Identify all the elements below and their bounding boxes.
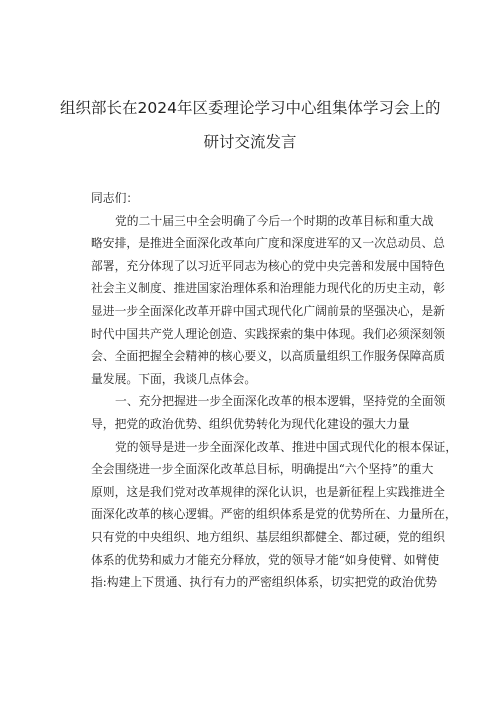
document-title-line-1: 组织部长在2024年区委理论学习中心组集体学习会上的 <box>60 99 441 117</box>
paragraph-3-line: 全会围绕进一步全面深化改革总目标，明确提出“六个坚持”的重大 <box>91 462 434 477</box>
paragraph-3-line: 原则，这是我们党对改革规律的深化认识，也是新征程上实践推进全 <box>91 484 445 499</box>
paragraph-1-line: 部署，充分体现了以习近平同志为核心的党中央完善和发展中国特色 <box>91 258 445 273</box>
section-heading-line: 一、充分把握进一步全面深化改革的根本逻辑，坚持党的全面领 <box>115 394 446 409</box>
paragraph-3-line: 体系的优势和威力才能充分释放，党的领导才能“如身使臂、如臂使 <box>91 552 440 567</box>
paragraph-3-line: 党的领导是进一步全面深化改革、推进中国式现代化的根本保证， <box>115 439 458 454</box>
section-heading-line: 导，把党的政治优势、组织优势转化为现代化建设的强大力量 <box>91 416 410 431</box>
paragraph-1-line: 略安排，是推进全面深化改革向广度和深度进军的又一次总动员、总 <box>91 236 445 251</box>
paragraph-1-line: 时代中国共产党人理论创造、实践探索的集中体现。我们必须深刻领 <box>91 326 445 341</box>
paragraph-1-line: 会、全面把握全会精神的核心要义，以高质量组织工作服务保障高质 <box>91 349 445 364</box>
document-title-line-2: 研讨交流发言 <box>203 133 297 151</box>
paragraph-3-line: 只有党的中央组织、地方组织、基层组织都健全、都过硬，党的组织 <box>91 529 445 544</box>
paragraph-1-line: 党的二十届三中全会明确了今后一个时期的改革目标和重大战 <box>115 213 434 228</box>
paragraph-1-line: 显进一步全面深化改革开辟中国式现代化广阔前景的坚强决心，是新 <box>91 303 445 318</box>
paragraph-3-line: 面深化改革的核心逻辑。严密的组织体系是党的优势所在、力量所在， <box>91 507 457 522</box>
greeting: 同志们： <box>91 191 139 205</box>
document-body <box>91 187 458 594</box>
paragraph-1-line: 社会主义制度、推进国家治理体系和治理能力现代化的历史主动，彰 <box>91 281 445 296</box>
paragraph-3-line: 指:构建上下贯通、执行有力的严密组织体系，切实把党的政治优势 <box>91 575 438 590</box>
paragraph-1-line: 量发展。下面，我谈几点体会。 <box>91 371 257 386</box>
